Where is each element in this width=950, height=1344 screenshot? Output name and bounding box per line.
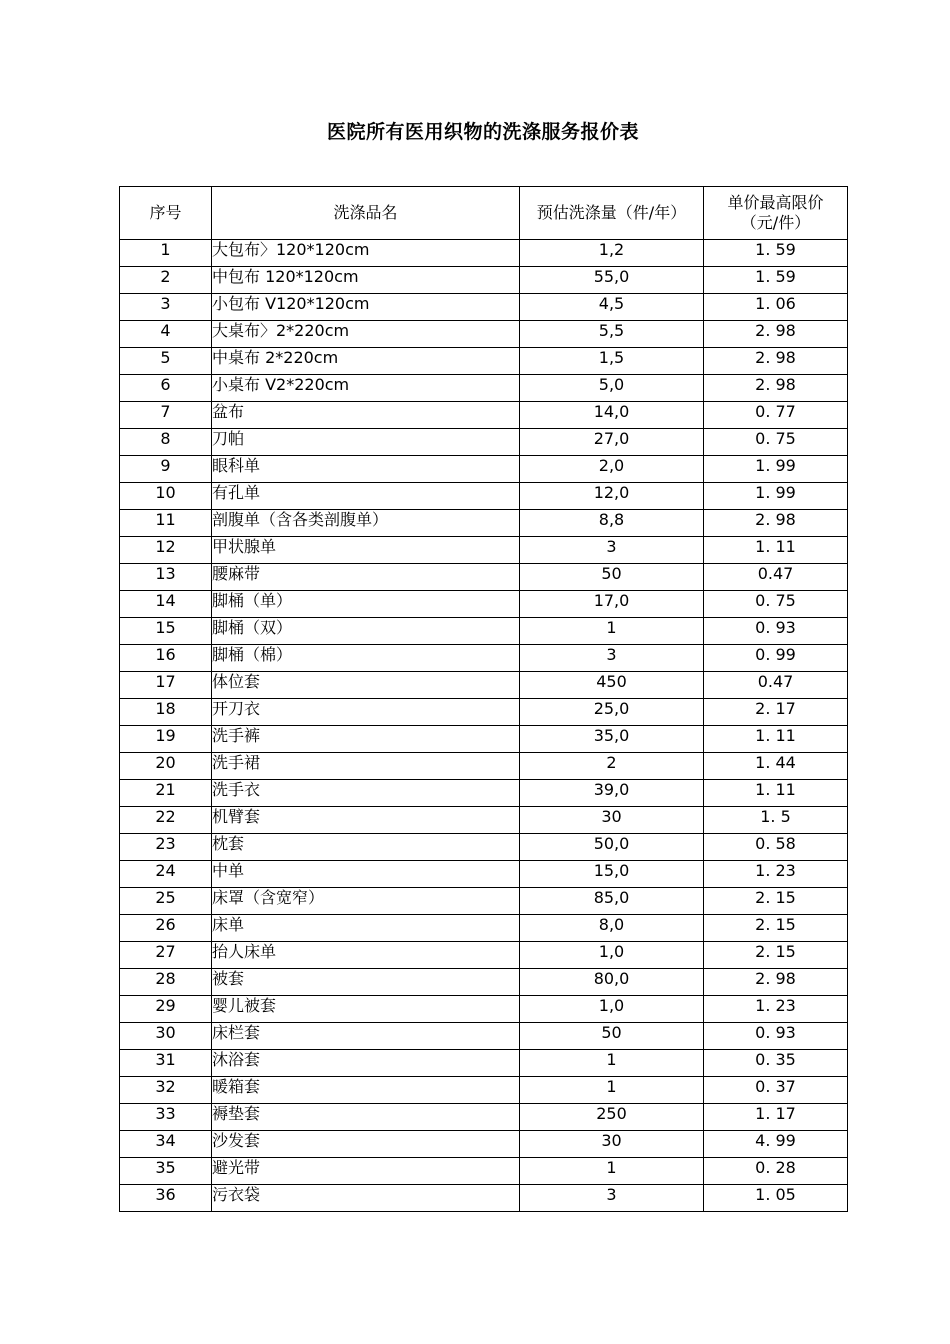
row-volume: 30 [520,807,704,834]
table-row [120,483,848,510]
row-item-name: 大包布〉120*120cm [212,240,520,267]
row-item-name: 开刀衣 [212,699,520,726]
row-price: 0. 93 [704,618,848,645]
price-table [119,186,848,1212]
row-number: 17 [120,672,212,699]
row-item-name: 洗手衣 [212,780,520,807]
row-price: 1. 05 [704,1185,848,1212]
table-row [120,402,848,429]
table-row [120,348,848,375]
row-number: 8 [120,429,212,456]
row-price: 1. 11 [704,537,848,564]
row-number: 24 [120,861,212,888]
header-volume: 预估洗涤量（件/年） [520,187,704,240]
row-price: 0. 35 [704,1050,848,1077]
row-volume: 27,0 [520,429,704,456]
table-row [120,753,848,780]
row-number: 28 [120,969,212,996]
row-item-name: 脚桶（棉） [212,645,520,672]
row-number: 15 [120,618,212,645]
row-number: 18 [120,699,212,726]
row-volume: 50 [520,564,704,591]
row-volume: 450 [520,672,704,699]
row-volume: 85,0 [520,888,704,915]
row-item-name: 洗手裤 [212,726,520,753]
row-price: 0. 75 [704,429,848,456]
row-volume: 250 [520,1104,704,1131]
row-price: 0. 75 [704,591,848,618]
table-row [120,780,848,807]
row-volume: 1,0 [520,942,704,969]
row-price: 0. 28 [704,1158,848,1185]
row-item-name: 中单 [212,861,520,888]
row-number: 14 [120,591,212,618]
row-price: 0. 37 [704,1077,848,1104]
row-item-name: 床单 [212,915,520,942]
page-title: 医院所有医用织物的洗涤服务报价表 [326,121,639,143]
row-price: 1. 06 [704,294,848,321]
table-row [120,861,848,888]
row-item-name: 小包布 V120*120cm [212,294,520,321]
row-price: 1. 44 [704,753,848,780]
row-price: 2. 98 [704,321,848,348]
table-row [120,294,848,321]
row-item-name: 脚桶（单） [212,591,520,618]
row-price: 0.47 [704,672,848,699]
row-price: 1. 17 [704,1104,848,1131]
row-number: 25 [120,888,212,915]
row-item-name: 沙发套 [212,1131,520,1158]
row-item-name: 脚桶（双） [212,618,520,645]
table-row [120,429,848,456]
row-number: 31 [120,1050,212,1077]
row-item-name: 污衣袋 [212,1185,520,1212]
row-number: 5 [120,348,212,375]
row-volume: 8,8 [520,510,704,537]
row-number: 11 [120,510,212,537]
row-price: 2. 98 [704,969,848,996]
row-item-name: 床栏套 [212,1023,520,1050]
row-number: 35 [120,1158,212,1185]
table-row [120,456,848,483]
table-row [120,996,848,1023]
table-row [120,915,848,942]
table-row [120,267,848,294]
row-price: 0.47 [704,564,848,591]
table-row [120,1131,848,1158]
row-volume: 50,0 [520,834,704,861]
row-number: 4 [120,321,212,348]
row-item-name: 有孔单 [212,483,520,510]
row-item-name: 刀帕 [212,429,520,456]
row-item-name: 洗手裙 [212,753,520,780]
table-row [120,645,848,672]
row-volume: 30 [520,1131,704,1158]
row-volume: 5,5 [520,321,704,348]
row-number: 2 [120,267,212,294]
row-volume: 12,0 [520,483,704,510]
row-item-name: 眼科单 [212,456,520,483]
row-price: 4. 99 [704,1131,848,1158]
row-item-name: 被套 [212,969,520,996]
table-row [120,591,848,618]
table-row [120,564,848,591]
row-item-name: 中桌布 2*220cm [212,348,520,375]
row-price: 1. 23 [704,861,848,888]
row-price: 2. 15 [704,915,848,942]
table-row [120,834,848,861]
row-price: 1. 11 [704,780,848,807]
row-number: 26 [120,915,212,942]
row-item-name: 暖箱套 [212,1077,520,1104]
table-row [120,1185,848,1212]
row-volume: 50 [520,1023,704,1050]
row-price: 1. 23 [704,996,848,1023]
table-row [120,1104,848,1131]
row-item-name: 沐浴套 [212,1050,520,1077]
row-number: 12 [120,537,212,564]
table-row [120,618,848,645]
row-volume: 1,5 [520,348,704,375]
row-number: 30 [120,1023,212,1050]
row-item-name: 机臂套 [212,807,520,834]
row-price: 0. 58 [704,834,848,861]
row-item-name: 体位套 [212,672,520,699]
row-volume: 3 [520,645,704,672]
row-volume: 15,0 [520,861,704,888]
row-price: 2. 98 [704,348,848,375]
row-price: 2. 17 [704,699,848,726]
row-volume: 5,0 [520,375,704,402]
table-row [120,969,848,996]
row-volume: 2 [520,753,704,780]
row-volume: 17,0 [520,591,704,618]
row-number: 13 [120,564,212,591]
header-price-line2: （元/件） [740,213,811,232]
table-body [120,240,848,1212]
row-number: 7 [120,402,212,429]
row-number: 27 [120,942,212,969]
row-number: 36 [120,1185,212,1212]
row-volume: 4,5 [520,294,704,321]
row-price: 1. 5 [704,807,848,834]
row-volume: 1 [520,1158,704,1185]
row-price: 0. 99 [704,645,848,672]
row-number: 21 [120,780,212,807]
row-item-name: 腰麻带 [212,564,520,591]
row-number: 23 [120,834,212,861]
table-row [120,672,848,699]
row-item-name: 甲状腺单 [212,537,520,564]
row-volume: 35,0 [520,726,704,753]
row-number: 19 [120,726,212,753]
row-item-name: 避光带 [212,1158,520,1185]
row-volume: 1,0 [520,996,704,1023]
table-row [120,1023,848,1050]
row-number: 22 [120,807,212,834]
row-number: 10 [120,483,212,510]
row-item-name: 小桌布 V2*220cm [212,375,520,402]
table-row [120,240,848,267]
row-item-name: 中包布 120*120cm [212,267,520,294]
row-price: 1. 11 [704,726,848,753]
row-item-name: 婴儿被套 [212,996,520,1023]
table-row [120,726,848,753]
row-price: 2. 98 [704,510,848,537]
row-volume: 8,0 [520,915,704,942]
row-price: 1. 59 [704,267,848,294]
header-name: 洗涤品名 [212,187,520,240]
row-number: 1 [120,240,212,267]
table-row [120,888,848,915]
row-volume: 1 [520,618,704,645]
row-price: 2. 15 [704,888,848,915]
header-price [704,187,848,240]
row-price: 2. 15 [704,942,848,969]
row-number: 6 [120,375,212,402]
table-row [120,699,848,726]
table-row [120,1077,848,1104]
row-number: 9 [120,456,212,483]
header-no: 序号 [120,187,212,240]
row-volume: 3 [520,1185,704,1212]
row-item-name: 褥垫套 [212,1104,520,1131]
row-volume: 3 [520,537,704,564]
row-price: 0. 77 [704,402,848,429]
row-item-name: 抬人床单 [212,942,520,969]
table-row [120,375,848,402]
row-number: 3 [120,294,212,321]
table-row [120,807,848,834]
row-number: 32 [120,1077,212,1104]
row-price: 1. 99 [704,456,848,483]
table-header-row [120,187,848,240]
row-number: 16 [120,645,212,672]
row-volume: 55,0 [520,267,704,294]
row-volume: 39,0 [520,780,704,807]
table-row [120,1050,848,1077]
row-number: 29 [120,996,212,1023]
row-volume: 14,0 [520,402,704,429]
table-row [120,510,848,537]
row-number: 34 [120,1131,212,1158]
header-price-line1: 单价最高限价 [727,193,824,212]
row-price: 2. 98 [704,375,848,402]
row-volume: 80,0 [520,969,704,996]
row-price: 1. 59 [704,240,848,267]
row-number: 33 [120,1104,212,1131]
table-row [120,321,848,348]
row-number: 20 [120,753,212,780]
row-item-name: 盆布 [212,402,520,429]
table-row [120,942,848,969]
row-price: 0. 93 [704,1023,848,1050]
row-item-name: 枕套 [212,834,520,861]
row-price: 1. 99 [704,483,848,510]
row-volume: 1,2 [520,240,704,267]
row-item-name: 大桌布〉2*220cm [212,321,520,348]
row-volume: 2,0 [520,456,704,483]
row-volume: 1 [520,1077,704,1104]
row-item-name: 床罩（含宽窄） [212,888,520,915]
table-row [120,1158,848,1185]
row-volume: 25,0 [520,699,704,726]
row-volume: 1 [520,1050,704,1077]
row-item-name: 剖腹单（含各类剖腹单） [212,510,520,537]
table-row [120,537,848,564]
